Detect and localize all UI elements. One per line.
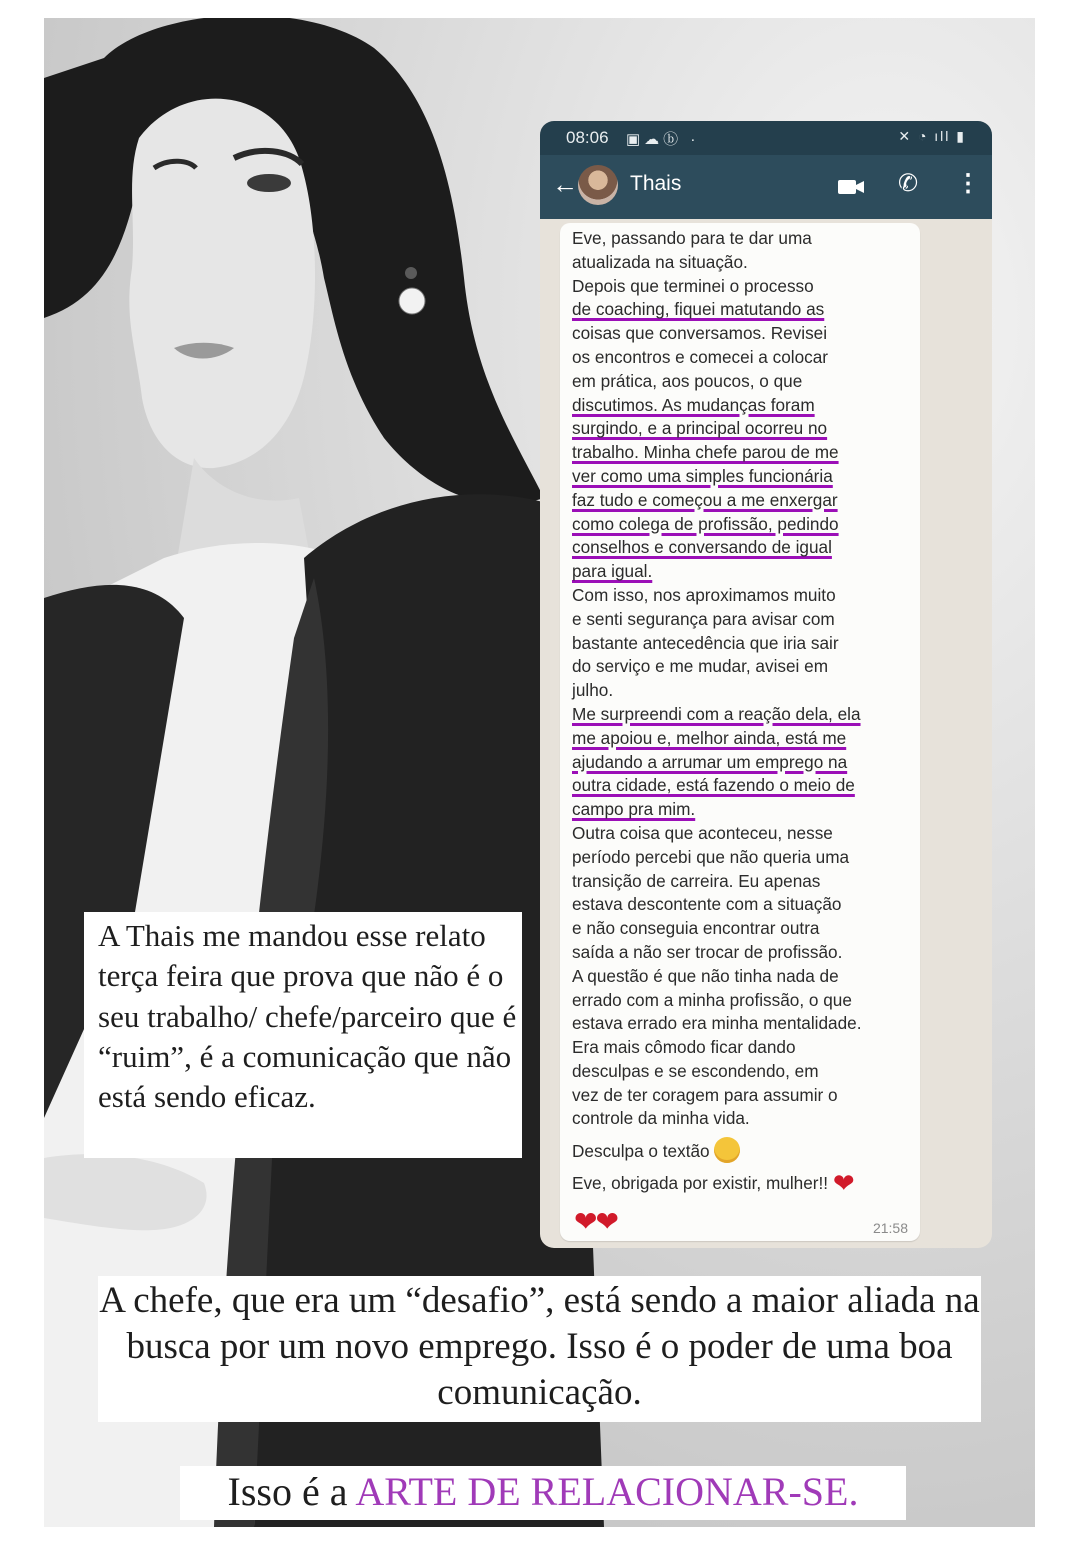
- message-line: bastante antecedência que iria sair: [572, 632, 839, 653]
- status-bar: [540, 121, 992, 155]
- message-line-highlighted: ajudando a arrumar um emprego na: [572, 751, 848, 772]
- message-line: controle da minha vida.: [572, 1108, 750, 1129]
- message-line: estava errado era minha mentalidade.: [572, 1013, 862, 1034]
- tagline-prefix: Isso é a: [227, 1469, 356, 1514]
- message-line-highlighted: Me surpreendi com a reação dela, ela: [572, 703, 861, 724]
- message-line-highlighted: conselhos e conversando de igual: [572, 537, 832, 558]
- message-line-highlighted: surgindo, e a principal ocorreu no: [572, 418, 828, 439]
- message-line-highlighted: outra cidade, está fazendo o meio de: [572, 775, 855, 796]
- caption-box-left: [84, 912, 522, 1158]
- phone-call-icon[interactable]: ✆: [898, 170, 919, 197]
- signal-battery-icons: ✕ ◔ ıll ▮: [898, 128, 966, 144]
- message-line: Era mais cômodo ficar dando: [572, 1037, 796, 1058]
- message-line: Com isso, nos aproximamos muito: [572, 584, 836, 605]
- message-line-highlighted: para igual.: [572, 561, 653, 582]
- message-line: Depois que terminei o processo: [572, 275, 814, 296]
- grinning-sweat-emoji-icon: [714, 1137, 740, 1163]
- message-line: e não conseguia encontrar outra: [572, 918, 820, 939]
- message-bubble: [560, 223, 920, 1241]
- message-line-highlighted: como colega de profissão, pedindo: [572, 513, 839, 534]
- message-line: atualizada na situação.: [572, 251, 748, 272]
- caption-text: A Thais me mandou esse relato terça feira que prova que não é o seu trabalho/ chefe/parceiro que é “ruim”, é a comunicação que não está sendo eficaz.: [98, 918, 517, 1115]
- message-line: Outra coisa que aconteceu, nesse: [572, 822, 833, 843]
- message-line: desculpas e se escondendo, em: [572, 1060, 819, 1081]
- message-line-highlighted: faz tudo e começou a me enxergar: [572, 489, 838, 510]
- message-line: período percebi que não queria uma: [572, 846, 850, 867]
- caption-box-bottom: [98, 1276, 981, 1422]
- message-line: errado com a minha profissão, o que: [572, 989, 852, 1010]
- tagline-highlight: ARTE DE RELACIONAR-SE.: [355, 1469, 859, 1514]
- message-line: e senti segurança para avisar com: [572, 608, 835, 629]
- message-text: [572, 227, 912, 1199]
- caption-text: A chefe, que era um “desafio”, está sendo a maior aliada na busca por um novo emprego. Isso é o poder de uma boa comunicação.: [99, 1280, 980, 1413]
- back-arrow-icon[interactable]: ←: [552, 169, 578, 199]
- tagline: [180, 1468, 906, 1516]
- message-line: coisas que conversamos. Revisei: [572, 323, 828, 344]
- message-line-highlighted: ver como uma simples funcionária: [572, 465, 833, 486]
- message-line: estava descontente com a situação: [572, 894, 842, 915]
- more-options-icon[interactable]: ⋮: [956, 170, 980, 197]
- contact-name[interactable]: Thais: [630, 172, 682, 195]
- message-line: [572, 1137, 912, 1164]
- message-line-highlighted: de coaching, fiquei matutando as: [572, 299, 825, 320]
- sorry-text: Desculpa o textão: [572, 1141, 710, 1162]
- thanks-text: Eve, obrigada por existir, mulher!!: [572, 1173, 829, 1194]
- message-line: do serviço e me mudar, avisei em: [572, 656, 829, 677]
- message-line-highlighted: discutimos. As mudanças foram: [572, 394, 815, 415]
- message-line: saída a não ser trocar de profissão.: [572, 941, 843, 962]
- avatar[interactable]: [578, 165, 618, 205]
- hearts-icon: ❤❤: [574, 1206, 617, 1237]
- message-line-highlighted: trabalho. Minha chefe parou de me: [572, 442, 839, 463]
- message-timestamp: 21:58: [872, 1220, 908, 1236]
- message-line: em prática, aos poucos, o que: [572, 370, 803, 391]
- message-line: os encontros e comecei a colocar: [572, 346, 829, 367]
- video-call-icon[interactable]: [836, 171, 866, 203]
- message-line: [572, 1168, 912, 1199]
- message-line: A questão é que não tinha nada de: [572, 965, 839, 986]
- message-line-highlighted: me apoiou e, melhor ainda, está me: [572, 727, 847, 748]
- heart-icon: ❤: [832, 1168, 855, 1199]
- chat-screenshot: [540, 121, 992, 1248]
- notification-icons: ▣☁ⓑ ·: [626, 131, 700, 148]
- message-line: vez de ter coragem para assumir o: [572, 1084, 838, 1105]
- status-time: 08:06: [566, 128, 609, 147]
- message-line: transição de carreira. Eu apenas: [572, 870, 821, 891]
- message-line-highlighted: campo pra mim.: [572, 799, 696, 820]
- message-line: Eve, passando para te dar uma: [572, 228, 812, 248]
- message-line: julho.: [572, 680, 614, 701]
- caption-box-tagline: [180, 1466, 906, 1520]
- chat-header: [540, 155, 992, 219]
